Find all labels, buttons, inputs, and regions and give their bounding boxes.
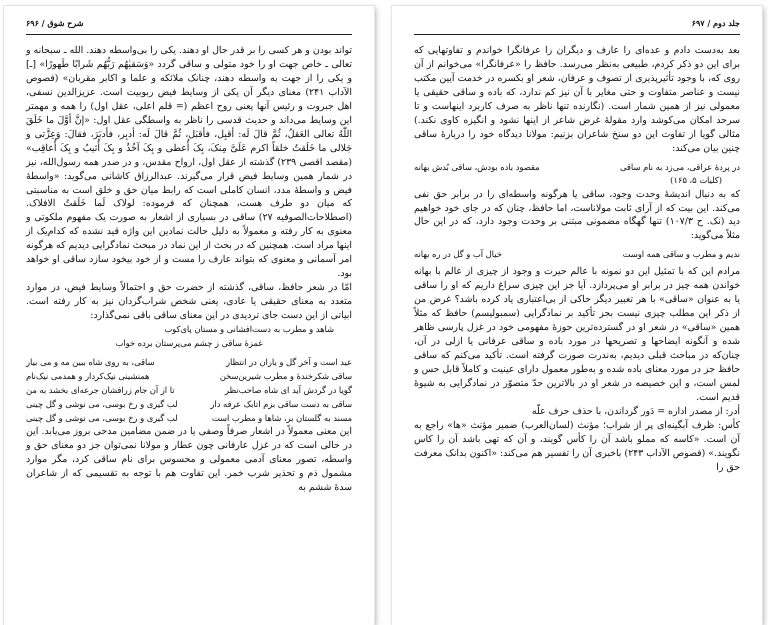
right-header-rule — [414, 34, 740, 35]
right-page-body — [414, 44, 740, 619]
left-page — [4, 6, 374, 625]
verse-hemistich: خیال آب و گل در ره بهانه — [414, 249, 502, 260]
paragraph: امّا در شعر حافظ، ساقی، گذشته از حضرت حق و احتمالاً وسایط فیض، در موارد متعدد به معنای حقیقی یا عادی، یعنی شخص شراب‌گردان نیز به کار رفته است. ابیاتی از این دست جای تردیدی در این معنای ساقی باقی نمی‌گذارد: — [26, 282, 352, 322]
verse-hemistich: مقصود باده بودش، ساقی بُدش بهانه — [414, 161, 540, 172]
verse-hemistich: گویا در گردش آید ای شاه صاحب‌نظر — [224, 384, 352, 395]
verse-hemistich: تا از آن جام زرافشان جرعه‌ای بخشد به من — [26, 384, 175, 395]
paragraph: مرادم این که با تمثیل این دو نمونه با عالم حیرت و وجود از چیزی از عالم با بهانه خواندن همه چیز در برابر او می‌پردازد. آیا جز این چیزی سراغ داریم که او را ساقی یا به عنوان «ساقی» با هر تعبیر دیگر حاکی از بی‌اعتباری یاد کرده باشد؟ غرض من از ذکر این مطلب چیزی نیست بجز تأکید بر نمادگرایی (سمبولیسم) حافظ که مثلاً همین «ساقی» در شعر او در گسترده‌ترین حوزهٔ مفهومی خود در غزل پارسی ظاهر شده و آنگونه ایضاحها و تصریحها در مورد باده و ساقی عرفانی یا ازلی در آن، چنان‌که در مباحث قبلی دیدیم، به‌ندرت صورت گرفته است. تأکید می‌کنم که ساقی حافظ جز در مورد معنای باده شده و به‌طور معمول دارای عینیت و کاملاً قابل حس و لمس است، و این خصیصه در شعر او در بالاترین حدّ متصوّر در نمادگرایی به شیوهٔ قدیم است. — [414, 266, 740, 403]
verse-hemistich: ساقی، به روی شاه ببین مه و می بیار — [26, 356, 155, 367]
verse-couplet — [26, 397, 352, 411]
paragraph: تواند بودن و هر کسی را بر قدر حال او دهند. یکی را بی‌واسطه دهند. الله ـ سبحانه و تعالی ـ خاص جهت او را خود متولی و ساقی گردد «وَسَقیٰهُم رَبُّهُم شَرابًا طَهورًا» [ـ] و یکی را از جهت به واسطه دهند، چنانک ملائکه و علما و اکابر مقربان» (فصوص الآداب ۲۴۱) معنای دیگر آن یکی از وسایط فیض ربوبیت است. عزیزالدین نسفی، اهل جبروت و رئیس آنها یعنی روح اعظم (= قلم اعلی، عقل اول) را همه و مهمتر این وسایط می‌داند و حدیث قدسی را ناظر به واسطگی عقل اول: «إنَّ أوَّلَ ما خَلَقَ اللّٰهُ تعالی العَقلُ، ثُمَّ قالَ لَه: أقبِل، فأقبَل، ثُمَّ قالَ لَه: أدبِر، فأدبَرَ، فقالَ: وَعِزَّتی و جَلالی ما خَلَقتُ خلقاً اکرم عَلَیَّ مِنکَ، بِکَ أُعطی و بِکَ آخُذُ و بِکَ أُثیبُ و بِکَ أُعاقِب» (مقصد اقصی ۲۳۹) گذشته از عقل اول، ارواح مقدس، و در صدر همه رسول‌الله، نیز در شمار همین وسایط فیض قرار می‌گیرند. عبدالرزاق کاشانی می‌گوید: «واسطهٔ فیض و واسطهٔ مدد، انسان کاملی است که رابط میان حق و خلق است به مناسبتی که میان دو طرف هست، همچنان که فرموده: لولاک لَما خَلَقتُ الافلاک. (اصطلاحات‌الصوفیه ۲۷) ساقی در بسیاری از اشعار به صورت یک مفهوم ملکوتی و معنوی به کار رفته و معمولاً به دلیل حالت نمادین این واژه قید نشده که کدام‌یک از اینها مراد است. همچنین که در بحث از این نماد در مبحث نمادگرایی دیدیم که هرگونه امر آسمانی و معنوی که بتواند عارف را مست و از خود بیخود سازد ساقی او خواهد بود. — [26, 45, 352, 280]
paragraph: که به دنبال اندیشهٔ وحدت وجود، ساقی یا هرگونه واسطه‌ای را در برابر حق نفی می‌کند. این بیت که از آرای ثابت مولاناست، اما حافظ، چنان که در جای خود خواهیم دید (نک. ح ۱۰۷/۳) تنها گهگاه مضمونی مبتنی بر وحدت وجود دارد، که در این حال مثلاً می‌گوید: — [414, 188, 740, 242]
paragraph: بعد به‌دست دادم و عده‌ای را عارف و دیگران را عرفانگرا خواندم و تفاوتهایی که برای این دو ذکر کردم، طبیعی به‌نظر می‌رسد. حافظ را «عرفانگرا» می‌خوانم از آن روی که، با وجود تأثیرپذیری از تصوف و عرفان، شعر او بکسره در خدمت آیین مکتب نیست و عناصر متفاوت و حتی مغایر با آن نیز کم ندارد، که باده و ساقی حقیقی یا معمولی نیز از همین شمار است. (نگارنده تنها ناظر به صرف کاربرد اینهاست و تا سرحد امکان می‌کوشد وارد مقولهٔ غرض شاعر از اینها نشود و انگیزه کاوی نکند.) مثالی گویا از تفاوت این دو سنخ شاعران بزنیم: مولانا دیدگاه خود را دربارهٔ ساقی چنین بیان می‌کند: — [414, 45, 740, 154]
verse-couplet — [26, 369, 352, 383]
left-page-body — [26, 44, 352, 619]
citation: (کلیات ۵، ۱۶۵) — [670, 174, 722, 185]
verse-couplet — [414, 160, 740, 174]
left-page-header — [26, 18, 352, 32]
glossary-entry: أدر: از مصدر اداره = دَور گرداندن، با حذف حرف علّه — [531, 405, 740, 417]
verse-couplet — [26, 411, 352, 425]
verse-hemistich: همنشینی نیک‌کردار و همدمی نیک‌نام — [26, 370, 150, 381]
verse-hemistich: مسند به گلستان بر، شاها و مطرب است — [211, 412, 352, 423]
verse-hemistich: لب گیری و رخ بوسی، می نوشی و گل چینی — [26, 398, 178, 409]
right-page-header — [414, 18, 740, 32]
verse-hemistich: عید است و آخر گل و یاران در انتظار — [226, 356, 352, 367]
verse-hemistich: ساقی شکرخندهٔ و مطرب شیرین‌سخن — [219, 370, 352, 381]
verse-hemistich: در پردهٔ عراقی، می‌زد به نام ساقی — [619, 161, 740, 172]
left-page-number: ۶۹۶ / شرح شوق — [26, 18, 84, 28]
verse-line: غمزهٔ ساقی ز چشم می‌پرستان برده خواب — [115, 338, 263, 349]
verse-couplet — [414, 247, 740, 261]
verse-hemistich: لب گیری و رخ بوسی، می نوشی و گل چینی — [26, 412, 178, 423]
glossary-entry: کأس: ظرف آبگینه‌ای پر از شراب؛ مؤنث (لسان‌العرب) ضمیر مؤنث «ها» راجع به آن است. «کاسه که مملو باشد آن را کأس گویند، و آن که تهی باشد آن را کاس نگویند.» (فصوص الآداب ۲۴۳) باخبری آن را تفسیر هم می‌کند: «اکنون بدانک معرفت حق را — [414, 419, 740, 473]
right-page-number: جلد دوم / ۶۹۷ — [691, 18, 740, 28]
right-page — [392, 6, 762, 625]
paragraph: این معنی معمولاً در اشعار صرفاً وصفی یا در ضمن مضامین مدحی بروز می‌یابد. این در حالی است که در غزل عارفانی چون عطار و مولانا نمی‌توان جز دو معنای حق و واسطه، تصور معنای آدمی معمولی و محسوس برای نام ساقی کرد، مگر موارد مشمول ذم و تحذیر شرب خمر. این تفاوت هم با توجه به تقسیمی که از شاعران سدهٔ ششم به — [26, 425, 352, 493]
verse-hemistich: ساقی به دست ساقی بزم اتابک عرفه دار — [210, 398, 352, 409]
verse-couplet — [26, 355, 352, 369]
verse-hemistich: ندیم و مطرب و ساقی همه اوست — [622, 249, 740, 260]
verse-line: شاهد و مطرب به دست‌افشانی و مستان پای‌کوب — [164, 324, 334, 335]
verse-couplet — [26, 383, 352, 397]
left-header-rule — [26, 34, 352, 35]
